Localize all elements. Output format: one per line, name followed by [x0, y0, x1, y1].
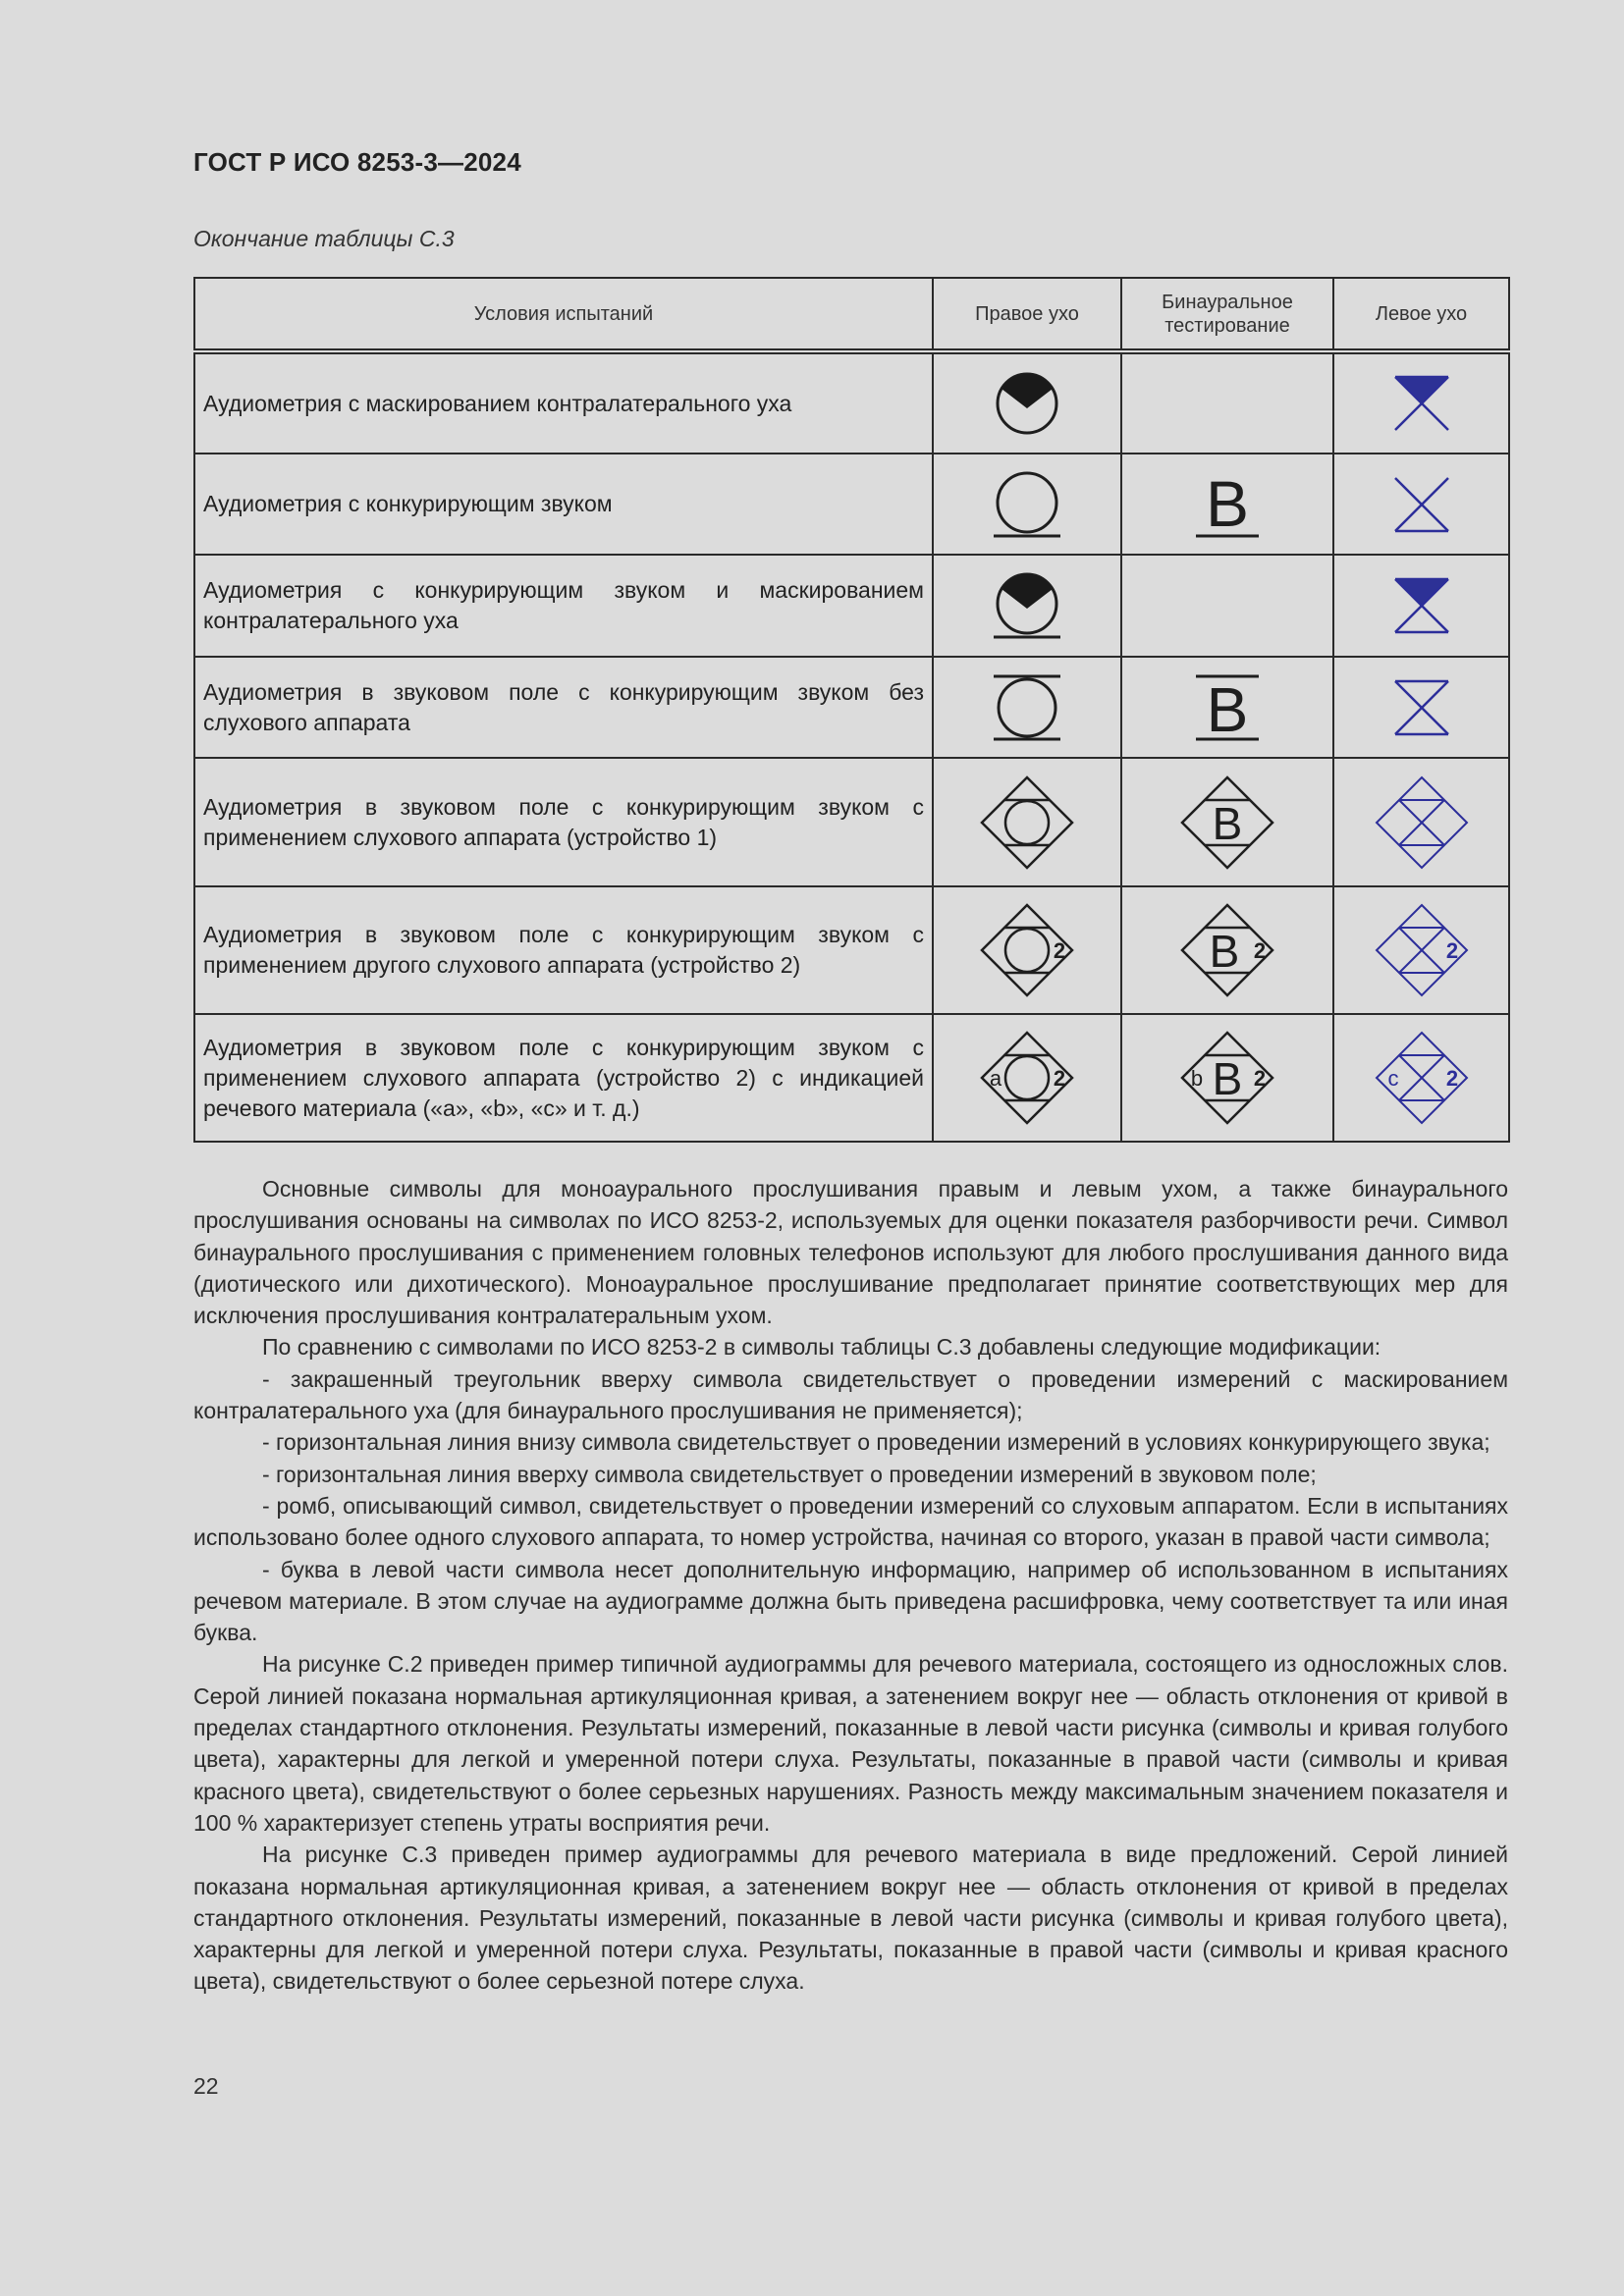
condition-cell: Аудиометрия в звуковом поле с конкурирующим звуком с применением слухового аппарата (устройство 2) с индикацией речевого материала («a», «b», «c» и т. д.) — [194, 1014, 933, 1142]
circle-masked-symbol — [988, 364, 1066, 443]
diamond-cross-2-symbol — [1373, 901, 1471, 999]
body-text — [193, 1173, 1508, 1998]
document-code: ГОСТ Р ИСО 8253-3—2024 — [193, 147, 521, 177]
header-binaural: Бинауральное тестирование — [1121, 278, 1333, 351]
list-item: - ромб, описывающий символ, свидетельствует о проведении измерений со слуховым аппаратом. Если в испытаниях использовано более одного слухового аппарата, то номер устройства, начиная со второго, указан в правой части символа; — [193, 1492, 1508, 1551]
device-number: 2 — [1445, 1066, 1458, 1091]
table-row — [194, 351, 1509, 454]
cross-masked-symbol — [1382, 364, 1461, 443]
binaural-cell — [1121, 758, 1333, 886]
diamond-cross-symbol — [1373, 774, 1471, 872]
condition-cell: Аудиометрия с конкурирующим звуком и маскированием контралатерального уха — [194, 555, 933, 657]
table-row — [194, 758, 1509, 886]
paragraph: На рисунке С.2 приведен пример типичной аудиограммы для речевого материала, состоящего из односложных слов. Серой линией показана нормальная артикуляционная кривая, а затенением вокруг нее — область отклонения от кривой в пределах стандартного отклонения. Результаты измерений, показанные в левой части рисунка (символы и кривая голубого цвета), характерны для легкой и умеренной потери слуха. Результаты, показанные в правой части (символы и кривая красного цвета), свидетельствуют о более серьезных нарушениях. Разность между максимальным значением показателя и 100 % характеризует степень утраты восприятия речи. — [193, 1651, 1508, 1836]
binaural-cell — [1121, 886, 1333, 1014]
paragraph: По сравнению с символами по ИСО 8253-2 в символы таблицы С.3 добавлены следующие модификации: — [262, 1334, 1381, 1361]
left-ear-cell — [1333, 454, 1509, 555]
condition-cell: Аудиометрия в звуковом поле с конкурирующим звуком с применением другого слухового аппарата (устройство 2) — [194, 886, 933, 1014]
condition-cell: Аудиометрия с маскированием контралатерального уха — [194, 351, 933, 454]
page-number: 22 — [193, 2073, 219, 2099]
header-right-ear: Правое ухо — [933, 278, 1121, 351]
left-ear-cell — [1333, 657, 1509, 758]
b-over-underline-symbol — [1188, 668, 1267, 747]
table-row — [194, 886, 1509, 1014]
binaural-letter: B — [1212, 797, 1243, 849]
table-caption: Окончание таблицы С.3 — [193, 226, 455, 251]
left-ear-cell — [1333, 886, 1509, 1014]
diamond-circle-symbol — [978, 774, 1076, 872]
circle-over-underline-symbol — [988, 668, 1066, 747]
right-ear-cell — [933, 555, 1121, 657]
binaural-cell — [1121, 351, 1333, 454]
circle-underline-symbol — [988, 465, 1066, 544]
device-number: 2 — [1445, 938, 1458, 963]
binaural-letter: B — [1212, 1053, 1243, 1104]
diamond-a-circle-2-symbol — [978, 1029, 1076, 1127]
symbols-table — [193, 277, 1510, 1143]
header-conditions: Условия испытаний — [194, 278, 933, 351]
binaural-letter: B — [1206, 673, 1249, 745]
left-ear-cell — [1333, 758, 1509, 886]
diamond-c-cross-2-symbol — [1373, 1029, 1471, 1127]
condition-cell: Аудиометрия в звуковом поле с конкурирующим звуком без слухового аппарата — [194, 657, 933, 758]
device-number: 2 — [1053, 1066, 1066, 1091]
right-ear-cell — [933, 1014, 1121, 1142]
binaural-letter: B — [1205, 466, 1250, 540]
binaural-cell — [1121, 454, 1333, 555]
b-underline-symbol — [1188, 465, 1267, 544]
table-row — [194, 657, 1509, 758]
list-item: - горизонтальная линия вверху символа свидетельствует о проведении измерений в звуковом поле; — [262, 1461, 1317, 1487]
right-ear-cell — [933, 351, 1121, 454]
diamond-b-2-symbol — [1178, 901, 1276, 999]
circle-masked-underline-symbol — [988, 566, 1066, 645]
right-ear-cell — [933, 454, 1121, 555]
condition-cell: Аудиометрия в звуковом поле с конкурирующим звуком с применением слухового аппарата (устройство 1) — [194, 758, 933, 886]
right-ear-cell — [933, 758, 1121, 886]
left-ear-cell — [1333, 1014, 1509, 1142]
binaural-cell — [1121, 555, 1333, 657]
paragraph: На рисунке С.3 приведен пример аудиограммы для речевого материала в виде предложений. Серой линией показана нормальная артикуляционная кривая, а затенением вокруг нее — область отклонения от кривой в пределах стандартного отклонения. Результаты измерений, показанные в левой части рисунка (символы и кривая голубого цвета), характерны для легкой и умеренной потери слуха. Результаты, показанные в правой части (символы и кривая красного цвета), свидетельствуют о более серьезной потере слуха. — [193, 1842, 1508, 1995]
device-number: 2 — [1253, 1066, 1267, 1091]
paragraph: Основные символы для моноаурального прослушивания правым и левым ухом, а также бинаурального прослушивания основаны на символах по ИСО 8253-2, используемых для оценки показателя разборчивости речи. Символ бинаурального прослушивания с применением головных телефонов используют для любого прослушивания данного вида (диотического или дихотического). Моноауральное прослушивание предполагает принятие соответствующих мер для исключения прослушивания контралатеральным ухом. — [193, 1176, 1508, 1329]
cross-underline-symbol — [1382, 465, 1461, 544]
binaural-cell — [1121, 1014, 1333, 1142]
diamond-b-b-2-symbol — [1178, 1029, 1276, 1127]
binaural-cell — [1121, 657, 1333, 758]
left-ear-cell — [1333, 351, 1509, 454]
cross-masked-underline-symbol — [1382, 566, 1461, 645]
speech-material-letter: b — [1190, 1066, 1204, 1091]
binaural-letter: B — [1209, 926, 1240, 977]
speech-material-letter: c — [1387, 1066, 1398, 1091]
device-number: 2 — [1053, 938, 1066, 963]
header-left-ear: Левое ухо — [1333, 278, 1509, 351]
table-row — [194, 555, 1509, 657]
list-item: - буква в левой части символа несет дополнительную информацию, например об использованном в испытаниях речевом материале. В этом случае на аудиограмме должна быть приведена расшифровка, чему соответствует та или иная буква. — [193, 1556, 1508, 1646]
device-number: 2 — [1253, 938, 1267, 963]
table-row — [194, 454, 1509, 555]
diamond-b-symbol — [1178, 774, 1276, 872]
cross-over-underline-symbol — [1382, 668, 1461, 747]
left-ear-cell — [1333, 555, 1509, 657]
right-ear-cell — [933, 657, 1121, 758]
speech-material-letter: a — [989, 1066, 1002, 1091]
diamond-circle-2-symbol — [978, 901, 1076, 999]
list-item: - горизонтальная линия внизу символа свидетельствует о проведении измерений в условиях конкурирующего звука; — [262, 1429, 1490, 1456]
condition-cell: Аудиометрия с конкурирующим звуком — [194, 454, 933, 555]
list-item: - закрашенный треугольник вверху символа свидетельствует о проведении измерений с маскированием контралатерального уха (для бинаурального прослушивания не применяется); — [193, 1365, 1508, 1424]
table-row — [194, 1014, 1509, 1142]
right-ear-cell — [933, 886, 1121, 1014]
